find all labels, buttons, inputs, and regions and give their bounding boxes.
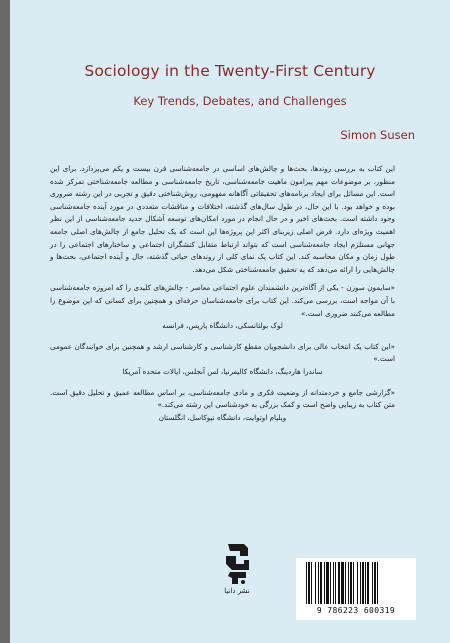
isbn-barcode-icon	[304, 562, 408, 604]
blurb-text	[50, 163, 395, 424]
review-attribution-1: لوک بولتانسکی، دانشگاه پاریس، فرانسه	[162, 321, 283, 331]
publisher-logo-icon	[224, 542, 250, 588]
book-title: Sociology in the Twenty-First Century	[84, 62, 376, 80]
publisher-name: نشر دانیا	[224, 587, 250, 595]
isbn-number: 9 786223 600319	[316, 606, 396, 615]
review-quote-1: «سایمون سوزن - یکی از آگاه‌ترین دانشمندان علوم اجتماعی معاصر - چالش‌های کلیدی را که امروزه جامعه‌شناسی با آن مواجه است، بررسی می‌کند. این کتاب برای جامعه‌شناسان حرفه‌ای و همچنین برای کسانی که این موضوع را مطالعه می‌کنند ضروری است.»	[50, 283, 395, 318]
review-attribution-3: ویلیام اوتوایت، دانشگاه نیوکاسل، انگلستان	[158, 412, 287, 422]
review-attribution-2: ساندرا هاردینگ، دانشگاه کالیفرنیا، لس آنجلس، ایالات متحده آمریکا	[122, 366, 323, 376]
book-subtitle: Key Trends, Debates, and Challenges	[133, 94, 347, 108]
blurb-paragraph: این کتاب به بررسی روندها، بحث‌ها و چالش‌های اساسی در جامعه‌شناسی قرن بیست و یکم می‌پردازد. برای این منظور، بر موضوعات مهم پیرامون ماهیت جامعه‌شناسی، تاریخ جامعه‌شناسی و مطالعه جامعه‌شناختی تمرکز شده است. این مسائل برای ایجاد برنامه‌های تحقیقاتی آگاهانه مفهومی، روش‌شناختی دقیق و تجربی در این رشته ضروری بوده و خواهد بود. با این حال، در طول سال‌های گذشته، اختلافات و مناقشات متعددی در مورد آینده جامعه‌شناسی وجود داشته است. بحث‌های اخیر و در حال انجام در مورد امکان‌های توسعه آشکال جدید جامعه‌شناسی از این نظر اهمیت ویژه‌ای دارد. فرض اصلی زیربنای اکثر این پروژه‌ها این است که یک تحلیل جامع از چالش‌های اصلی جامعه جهانی مستلزم ایجاد جامعه‌شناسی است که بتواند ارتباط متقابل کنشگران اجتماعی و ساختارهای اجتماعی را در طول زمان و مکان محاسبه کند. این کتاب یک نمای کلی از روندهای حیاتی گذشته، حال و آینده اجتماعی، بحث‌ها و چالش‌هایی را ارائه می‌دهد که به تحقیق جامعه‌شناختی شکل می‌دهد.	[50, 164, 395, 274]
review-quote-2: «این کتاب یک انتخاب عالی برای دانشجویان مقطع کارشناسی و کارشناسی ارشد و همچنین برای خوانندگان عمومی است.»	[50, 341, 395, 364]
review-quote-3: «گزارشی جامع و خردمندانه از وضعیت فکری و مادی جامعه‌شناسی، بر اساس مطالعه عمیق و تحلیل دقیق است. متن کتاب به زیبایی واضح است و کمک بزرگی به خودشناسی این رشته می‌کند.»	[50, 387, 395, 410]
book-author: Simon Susen	[340, 128, 415, 142]
